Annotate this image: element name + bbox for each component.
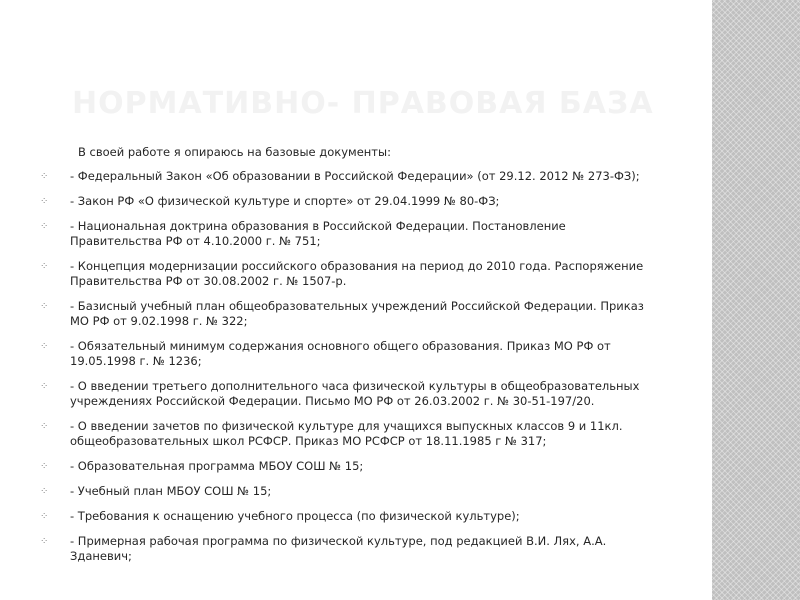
intro-text: В своей работе я опираюсь на базовые документы: <box>78 145 391 159</box>
bullet-icon: ⁘ <box>40 196 49 207</box>
list-item-text: - Федеральный Закон «Об образовании в Российской Федерации» (от 29.12. 2012 № 273-ФЗ); <box>70 169 640 183</box>
list-item-text: - Национальная доктрина образования в Российской Федерации. Постановление Правительства РФ от 4.10.2000 г. № 751; <box>70 219 566 248</box>
bullet-icon: ⁘ <box>40 171 49 182</box>
list-item-text: - О введении третьего дополнительного часа физической культуры в общеобразовательных учреждениях Российской Федерации. Письмо МО РФ от 26.03.2002 г. № 30-51-197/20. <box>70 379 640 408</box>
list-item <box>40 419 660 449</box>
list-item-text: - Закон РФ «О физической культуре и спорте» от 29.04.1999 № 80-ФЗ; <box>70 194 500 208</box>
bullet-icon: ⁘ <box>40 486 49 497</box>
list-item <box>40 169 660 184</box>
list-item <box>40 484 660 499</box>
list-item-text: - Образовательная программа МБОУ СОШ № 15; <box>70 459 364 473</box>
bullet-icon: ⁘ <box>40 301 49 312</box>
bullet-icon: ⁘ <box>40 536 49 547</box>
bullet-icon: ⁘ <box>40 511 49 522</box>
list-item <box>40 259 660 289</box>
bullet-icon: ⁘ <box>40 461 49 472</box>
bullet-icon: ⁘ <box>40 221 49 232</box>
list-item-text: - Обязательный минимум содержания основного общего образования. Приказ МО РФ от 19.05.1998 г. № 1236; <box>70 339 611 368</box>
list-item <box>40 459 660 474</box>
list-item <box>40 339 660 369</box>
list-item <box>40 219 660 249</box>
slide-title: НОРМАТИВНО- ПРАВОВАЯ БАЗА <box>72 86 654 121</box>
bullet-icon: ⁘ <box>40 261 49 272</box>
list-item-text: - Требования к оснащению учебного процесса (по физической культуре); <box>70 509 520 523</box>
list-item-text: - Концепция модернизации российского образования на период до 2010 года. Распоряжение Правительства РФ от 30.08.2002 г. № 1507-р. <box>70 259 644 288</box>
decorative-side-panel <box>712 0 800 600</box>
list-item-text: - Базисный учебный план общеобразовательных учреждений Российской Федерации. Приказ МО РФ от 9.02.1998 г. № 322; <box>70 299 644 328</box>
list-item <box>40 379 660 409</box>
list-item <box>40 194 660 209</box>
bullet-icon: ⁘ <box>40 341 49 352</box>
bullet-icon: ⁘ <box>40 381 49 392</box>
document-list <box>40 169 660 574</box>
bullet-icon: ⁘ <box>40 421 49 432</box>
list-item <box>40 509 660 524</box>
list-item <box>40 534 660 564</box>
list-item <box>40 299 660 329</box>
list-item-text: - Примерная рабочая программа по физической культуре, под редакцией В.И. Лях, А.А. Зданевич; <box>70 534 607 563</box>
list-item-text: - Учебный план МБОУ СОШ № 15; <box>70 484 272 498</box>
list-item-text: - О введении зачетов по физической культуре для учащихся выпускных классов 9 и 11кл. общеобразовательных школ РСФСР. Приказ МО РСФСР от 18.11.1985 г № 317; <box>70 419 623 448</box>
